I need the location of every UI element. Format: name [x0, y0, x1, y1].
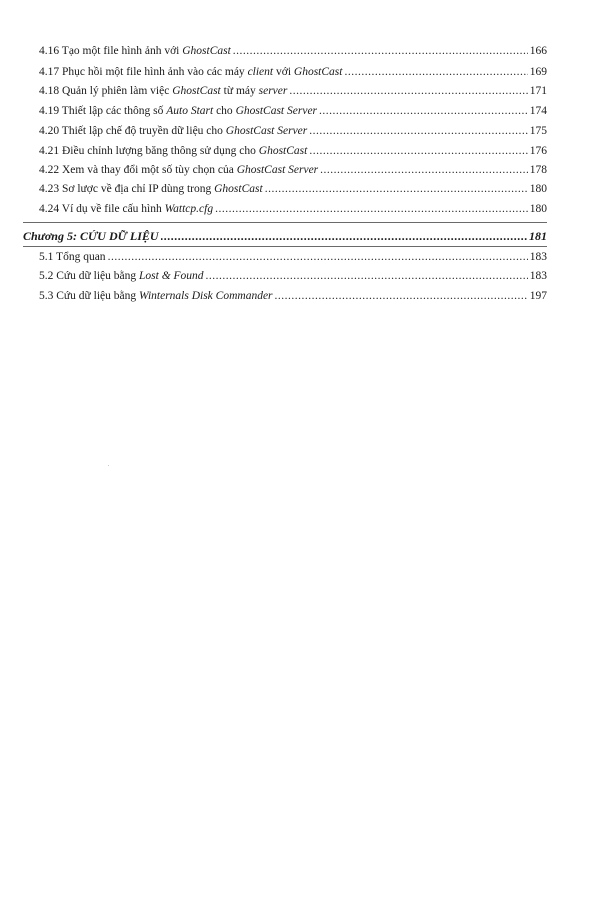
toc-entry-4-21: 4.21 Điều chỉnh lượng băng thông sử dụng cho GhostCast ..... 176	[39, 144, 547, 158]
toc-entry-5-1: 5.1 Tổng quan ..... 183	[39, 250, 547, 264]
toc-entry-5-2: 5.2 Cứu dữ liệu bằng Lost & Found ..... 183	[39, 269, 547, 283]
toc-entry-4-19: 4.19 Thiết lập các thông số Auto Start cho GhostCast Server ..... 174	[39, 104, 547, 118]
toc-leader	[344, 65, 527, 79]
toc-leader	[289, 84, 527, 98]
page-number: 181	[529, 229, 547, 243]
toc-entry-5-3: 5.3 Cứu dữ liệu bằng Winternals Disk Commander ..... 197	[39, 289, 547, 303]
toc-leader	[319, 104, 528, 118]
toc-entry-4-17: 4.17 Phục hồi một file hình ảnh vào các máy client với GhostCast ..... 169	[39, 65, 547, 79]
page-number: 180	[529, 183, 547, 195]
toc-entry-4-22: 4.22 Xem và thay đổi một số tùy chọn của GhostCast Server ..... 178	[39, 163, 547, 177]
toc-entry-4-20: 4.20 Thiết lập chế độ truyền dữ liệu cho GhostCast Server ..... 175	[39, 124, 547, 138]
toc-leader	[309, 124, 527, 138]
page-number: 178	[529, 164, 547, 176]
page-number: 174	[529, 105, 547, 117]
toc-leader	[265, 182, 528, 196]
page-number: 176	[529, 145, 547, 157]
toc-entry-4-24: 4.24 Ví dụ về file cấu hình Wattcp.cfg ..... 180	[39, 202, 547, 216]
scan-speck	[108, 465, 109, 466]
toc-entry-4-23: 4.23 Sơ lược về địa chỉ IP dùng trong GhostCast ..... 180	[39, 182, 547, 196]
page-number: 183	[529, 270, 547, 282]
toc-leader	[161, 229, 527, 243]
page-number: 171	[529, 85, 547, 97]
toc-leader	[206, 269, 528, 283]
toc-entry-4-18: 4.18 Quản lý phiên làm việc GhostCast từ máy server ..... 171	[39, 84, 547, 98]
divider	[23, 222, 547, 223]
divider	[23, 246, 547, 247]
toc-leader	[320, 163, 528, 177]
toc-leader	[108, 250, 528, 264]
page-number: 169	[529, 66, 547, 78]
toc-chapter-5	[23, 229, 547, 243]
toc-entry-4-16: 4.16 Tạo một file hình ảnh với GhostCast ..... 166	[39, 44, 547, 58]
page-number: 180	[529, 203, 547, 215]
toc-leader	[233, 44, 528, 58]
toc-leader	[309, 144, 527, 158]
toc-leader	[275, 289, 528, 303]
toc-leader	[215, 202, 528, 216]
page-number: 183	[529, 251, 547, 263]
page-number: 197	[529, 290, 547, 302]
chapter-title: Chương 5: CỨU DỮ LIỆU	[23, 229, 159, 243]
page-number: 166	[529, 45, 547, 57]
page-number: 175	[529, 125, 547, 137]
